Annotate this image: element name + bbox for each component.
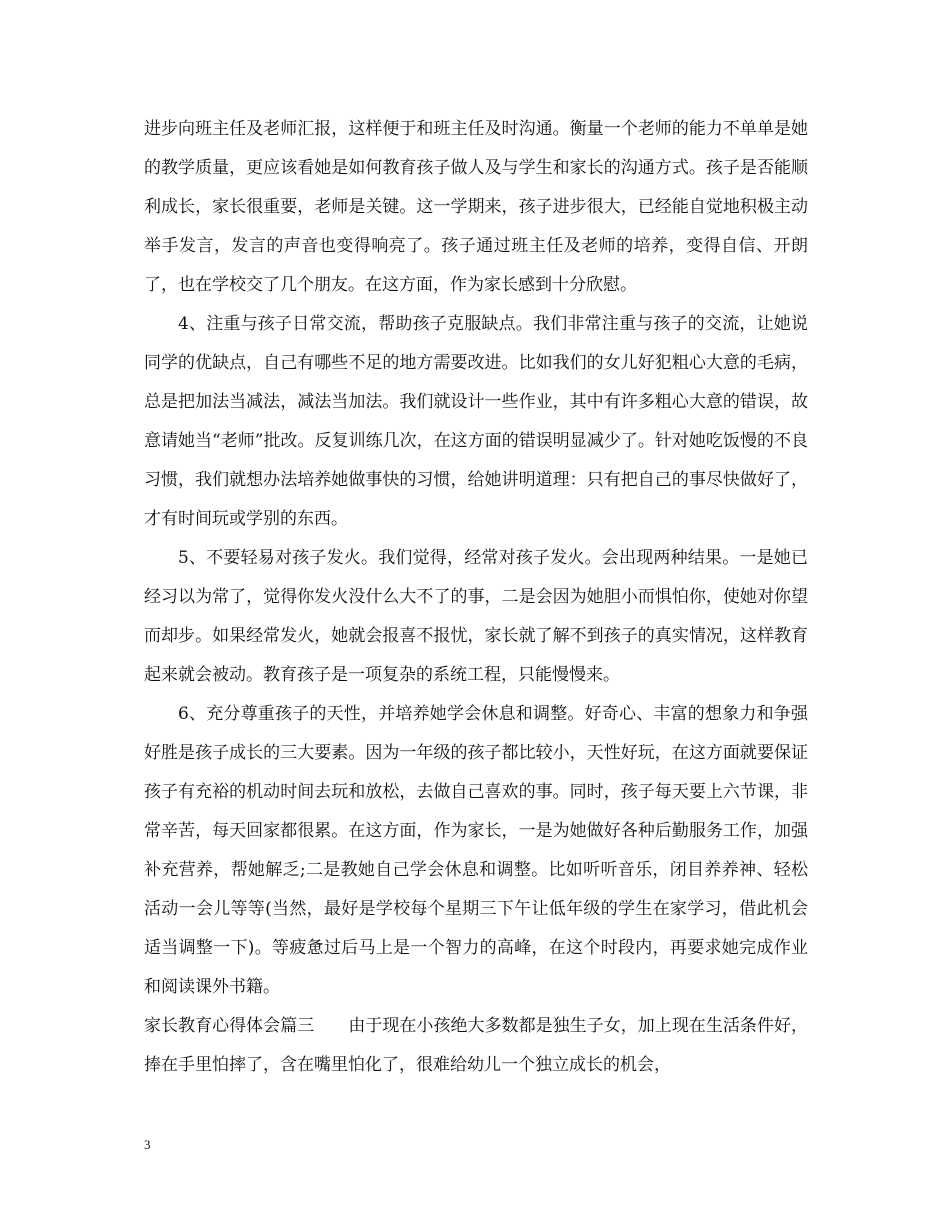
paragraph-section-three: 家长教育心得体会篇三 由于现在小孩绝大多数都是独生子女，加上现在生活条件好，捧在手里怕摔了，含在嘴里怕化了，很难给幼儿一个独立成长的机会， xyxy=(144,1016,808,1075)
paragraph-continued: 进步向班主任及老师汇报，这样便于和班主任及时沟通。衡量一个老师的能力不单单是她的教学质量，更应该看她是如何教育孩子做人及与学生和家长的沟通方式。孩子是否能顺利成长，家长很重要，老师是关键。这一学期来，孩子进步很大，已经能自觉地积极主动举手发言，发言的声音也变得响亮了。孩子通过班主任及老师的培养，变得自信、开朗了，也在学校交了几个朋友。在这方面，作为家长感到十分欣慰。 xyxy=(144,119,808,295)
paragraph-item-6: 6、充分尊重孩子的天性，并培养她学会休息和调整。好奇心、丰富的想象力和争强好胜是孩子成长的三大要素。因为一年级的孩子都比较小，天性好玩，在这方面就要保证孩子有充裕的机动时间去玩和放松，去做自己喜欢的事。同时，孩子每天要上六节课，非常辛苦，每天回家都很累。在这方面，作为家长，一是为她做好各种后勤服务工作，加强补充营养，帮她解乏;二是教她自己学会休息和调整。比如听听音乐，闭目养养神、轻松活动一会儿等等(当然，最好是学校每个星期三下午让低年级的学生在家学习，借此机会适当调整一下)。等疲惫过后马上是一个智力的高峰，在这个时段内，再要求她完成作业和阅读课外书籍。 xyxy=(144,704,808,997)
paragraph-item-4: 4、注重与孩子日常交流，帮助孩子克服缺点。我们非常注重与孩子的交流，让她说同学的优缺点，自己有哪些不足的地方需要改进。比如我们的女儿好犯粗心大意的毛病，总是把加法当减法，减法当加法。我们就设计一些作业，其中有许多粗心大意的错误，故意请她当“老师”批改。反复训练几次，在这方面的错误明显减少了。针对她吃饭慢的不良习惯，我们就想办法培养她做事快的习惯，给她讲明道理：只有把自己的事尽快做好了，才有时间玩或学别的东西。 xyxy=(144,314,808,529)
body-text xyxy=(144,110,808,1085)
page-number: 3 xyxy=(144,1137,151,1152)
paragraph-item-5: 5、不要轻易对孩子发火。我们觉得，经常对孩子发火。会出现两种结果。一是她已经习以为常了，觉得你发火没什么大不了的事，二是会因为她胆小而惧怕你，使她对你望而却步。如果经常发火，她就会报喜不报忧，家长就了解不到孩子的真实情况，这样教育起来就会被动。教育孩子是一项复杂的系统工程，只能慢慢来。 xyxy=(144,548,808,685)
